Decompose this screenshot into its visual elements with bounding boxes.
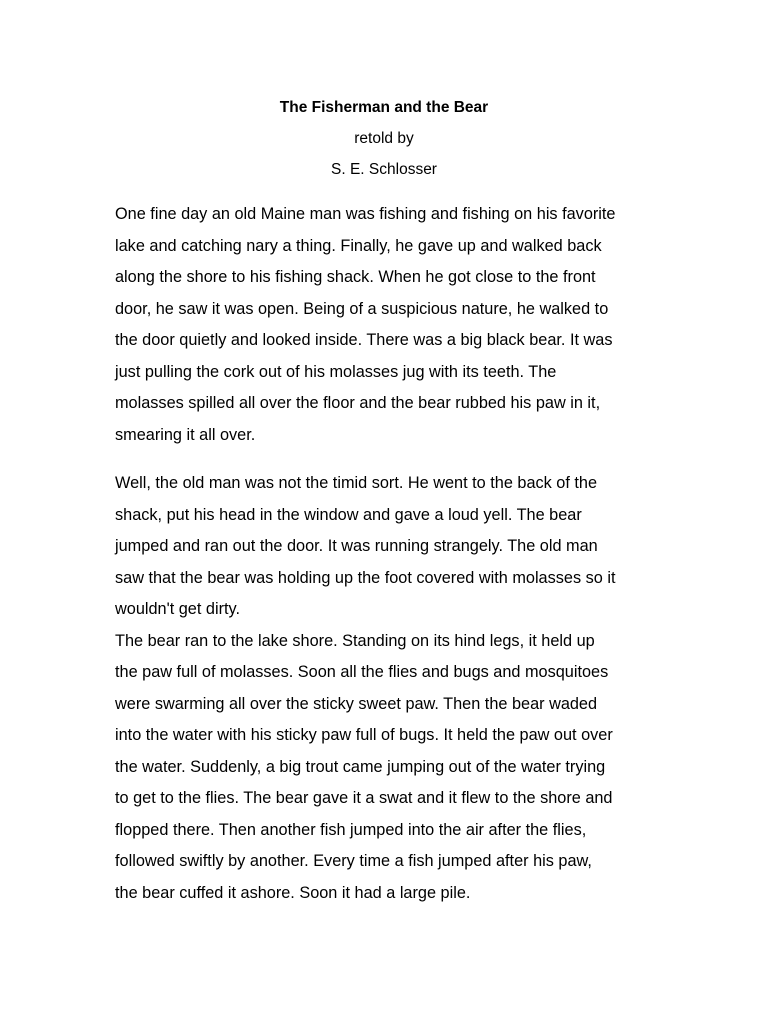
text-line: The bear ran to the lake shore. Standing on its hind legs, it held up xyxy=(115,631,595,650)
text-line: flopped there. Then another fish jumped into the air after the flies, xyxy=(115,820,587,839)
text-line: wouldn't get dirty. xyxy=(115,600,240,618)
text-line: to get to the flies. The bear gave it a swat and it flew to the shore and xyxy=(115,789,613,807)
story-body xyxy=(115,199,675,909)
text-line: the paw full of molasses. Soon all the flies and bugs and mosquitoes xyxy=(115,663,609,681)
text-line: along the shore to his fishing shack. When he got close to the front xyxy=(115,268,596,286)
text-line: the door quietly and looked inside. There was a big black bear. It was xyxy=(115,331,613,349)
author-name: S. E. Schlosser xyxy=(331,161,437,178)
text-line: smearing it all over. xyxy=(115,425,256,444)
retold-by-label: retold by xyxy=(354,130,414,147)
text-line: molasses spilled all over the floor and the bear rubbed his paw in it, xyxy=(115,394,601,412)
text-line: door, he saw it was open. Being of a suspicious nature, he walked to xyxy=(115,299,609,318)
text-line: One fine day an old Maine man was fishing and fishing on his favorite xyxy=(115,205,616,223)
paragraph-spacer xyxy=(115,451,675,468)
text-line: followed swiftly by another. Every time a fish jumped after his paw, xyxy=(115,852,592,870)
text-line: lake and catching nary a thing. Finally, he gave up and walked back xyxy=(115,236,602,255)
text-line: the bear cuffed it ashore. Soon it had a large pile. xyxy=(115,883,471,902)
story-title: The Fisherman and the Bear xyxy=(279,99,489,116)
text-line: into the water with his sticky paw full of bugs. It held the paw out over xyxy=(115,726,613,744)
text-line: saw that the bear was holding up the foot covered with molasses so it xyxy=(115,568,616,587)
paragraph-1 xyxy=(115,199,675,451)
text-line: just pulling the cork out of his molasses jug with its teeth. The xyxy=(115,362,557,381)
text-line: shack, put his head in the window and gave a loud yell. The bear xyxy=(115,505,582,524)
paragraph-2 xyxy=(115,468,675,909)
text-line: the water. Suddenly, a big trout came jumping out of the water trying xyxy=(115,757,606,776)
document-header xyxy=(0,92,768,185)
text-line: were swarming all over the sticky sweet paw. Then the bear waded xyxy=(115,694,598,713)
text-line: Well, the old man was not the timid sort. He went to the back of the xyxy=(115,474,598,492)
text-line: jumped and ran out the door. It was running strangely. The old man xyxy=(115,537,598,555)
